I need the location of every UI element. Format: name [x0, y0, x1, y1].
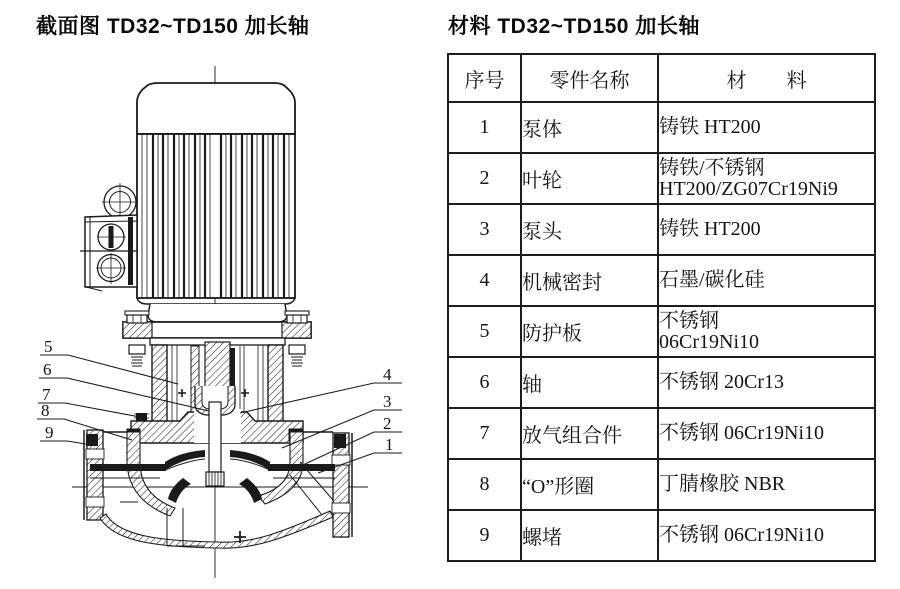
cell-material	[658, 102, 875, 153]
cell-part: 防护板	[521, 306, 658, 357]
pump-cross-section-diagram	[0, 0, 445, 584]
header-no: 序号	[448, 54, 521, 102]
callout-5: 5	[44, 337, 53, 356]
header-material: 材 料	[658, 54, 875, 102]
table-row	[448, 102, 875, 153]
cell-material	[658, 153, 875, 204]
callout-3: 3	[383, 392, 392, 411]
material-line1: 铸铁 HT200	[659, 218, 761, 240]
material-line1: 不锈钢	[659, 310, 719, 332]
cell-material	[658, 357, 875, 408]
callout-2: 2	[383, 414, 392, 433]
callout-6: 6	[43, 360, 52, 379]
cell-no: 7	[448, 408, 521, 459]
cell-part: 放气组合件	[521, 408, 658, 459]
cell-material	[658, 408, 875, 459]
cell-no: 2	[448, 153, 521, 204]
material-line1: 丁腈橡胶 NBR	[659, 473, 786, 495]
material-line1: 铸铁/不锈钢	[659, 157, 765, 179]
section-title-materials: 材料 TD32~TD150 加长轴	[448, 15, 700, 38]
cell-material	[658, 459, 875, 510]
pump-drawing-svg	[0, 0, 445, 584]
cell-no: 5	[448, 306, 521, 357]
table-header-row	[448, 54, 875, 102]
material-line2: 06Cr19Ni10	[659, 331, 759, 353]
cell-material	[658, 306, 875, 357]
table-row	[448, 255, 875, 306]
table-row	[448, 306, 875, 357]
material-line1: 石墨/碳化硅	[659, 269, 765, 291]
table-row	[448, 153, 875, 204]
cell-no: 4	[448, 255, 521, 306]
cell-material	[658, 255, 875, 306]
material-line1: 铸铁 HT200	[659, 116, 761, 138]
cell-part: 泵头	[521, 204, 658, 255]
callout-8: 8	[41, 401, 50, 420]
cell-part: 机械密封	[521, 255, 658, 306]
table-row	[448, 459, 875, 510]
section-title-drawing: 截面图 TD32~TD150 加长轴	[36, 15, 310, 38]
cell-no: 3	[448, 204, 521, 255]
material-line1: 不锈钢 20Cr13	[659, 371, 784, 393]
cell-no: 1	[448, 102, 521, 153]
cell-part: 轴	[521, 357, 658, 408]
material-line2: HT200/ZG07Cr19Ni9	[659, 178, 838, 200]
cell-no: 9	[448, 510, 521, 561]
materials-table	[447, 53, 876, 562]
callout-1: 1	[385, 435, 394, 454]
table-row	[448, 204, 875, 255]
table-row	[448, 357, 875, 408]
cell-material	[658, 204, 875, 255]
cell-part: 泵体	[521, 102, 658, 153]
terminal-box	[80, 183, 138, 291]
table-row	[448, 408, 875, 459]
header-part: 零件名称	[521, 54, 658, 102]
callout-7: 7	[42, 385, 51, 404]
cell-no: 8	[448, 459, 521, 510]
callout-4: 4	[383, 365, 392, 384]
cell-material	[658, 510, 875, 561]
table-row	[448, 510, 875, 561]
cell-part: “O”形圈	[521, 459, 658, 510]
cell-part: 叶轮	[521, 153, 658, 204]
material-line1: 不锈钢 06Cr19Ni10	[659, 524, 824, 546]
callout-9: 9	[45, 423, 54, 442]
cell-part: 螺堵	[521, 510, 658, 561]
cell-no: 6	[448, 357, 521, 408]
material-line1: 不锈钢 06Cr19Ni10	[659, 422, 824, 444]
